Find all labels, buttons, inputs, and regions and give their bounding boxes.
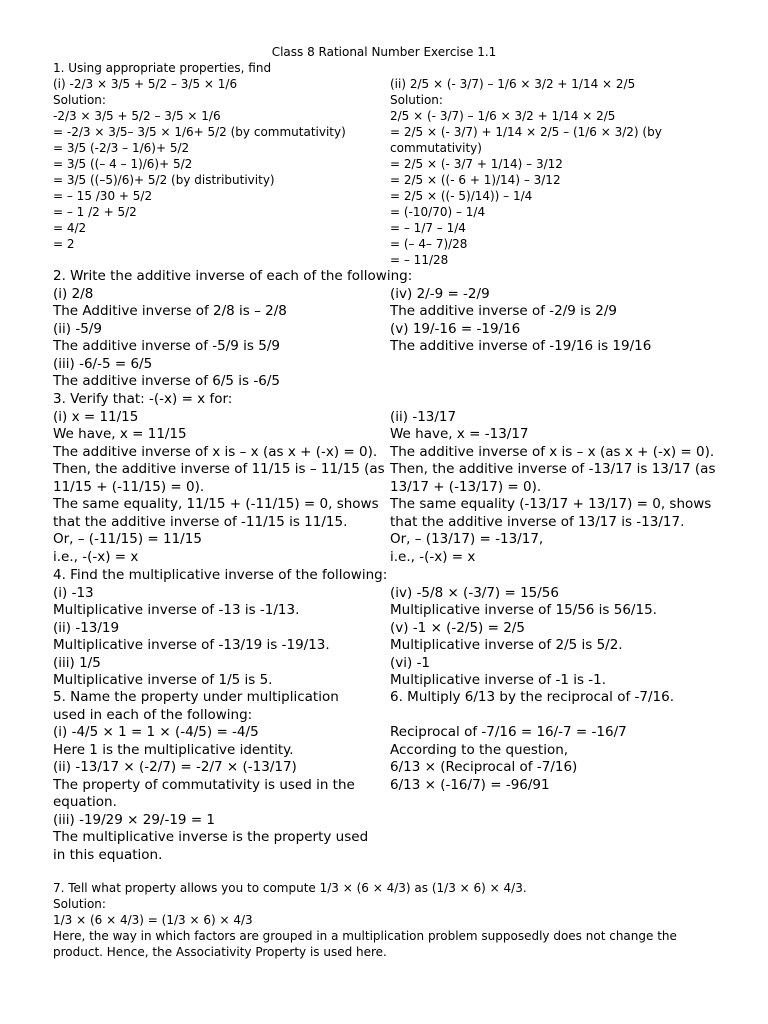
q4-left-line: Multiplicative inverse of -13/19 is -19/13. (53, 637, 330, 653)
q1-right-line: commutativity) (390, 141, 482, 155)
q4-left-line: Multiplicative inverse of -13 is -1/13. (53, 602, 300, 618)
q4-left-column (53, 585, 330, 690)
q3-left-line: The same equality, 11/15 + (-11/15) = 0, shows (53, 496, 379, 512)
q5-line: The multiplicative inverse is the property used (53, 829, 369, 845)
q5-line: in this equation. (53, 846, 163, 863)
q1-right-line: = (-10/70) – 1/4 (390, 205, 486, 219)
q6-line: 6/13 × (-16/7) = -96/91 (390, 776, 550, 793)
q5-line: (ii) -13/17 × (-2/7) = -2/7 × (-13/17) (53, 759, 297, 775)
q1-right-line: = 2/5 × (- 3/7) + 1/14 × 2/5 – (1/6 × 3/2) (by (390, 125, 662, 139)
q3-right-line: The additive inverse of x is – x (as x + (-x) = 0). (390, 443, 715, 460)
q4-right-line: Multiplicative inverse of 15/56 is 56/15. (390, 602, 657, 618)
q4-right-column (390, 585, 657, 690)
q2-left-column (53, 286, 287, 391)
q1-right-line: = 2/5 × (- 3/7 + 1/14) – 3/12 (390, 157, 563, 171)
q2-left-line: The additive inverse of -5/9 is 5/9 (53, 338, 280, 354)
page-title: Class 8 Rational Number Exercise 1.1 (271, 45, 497, 59)
q1-heading: 1. Using appropriate properties, find (53, 61, 272, 75)
q6-column (390, 689, 674, 794)
q1-right-line: = 2/5 × ((- 6 + 1)/14) – 3/12 (390, 173, 561, 187)
q1-left-line: = 4/2 (53, 221, 87, 235)
q1-right-column (390, 76, 662, 268)
q6-line: According to the question, (390, 741, 569, 758)
q3-right-line: 13/17 + (-13/17) = 0). (390, 478, 542, 495)
q2-right-column (390, 286, 651, 356)
q1-left-line: = – 15 /30 + 5/2 (53, 189, 153, 203)
q3-right-line: (ii) -13/17 (390, 408, 457, 425)
q3-right-line: that the additive inverse of 13/17 is -13/17. (390, 513, 685, 530)
q5-line: equation. (53, 794, 117, 810)
q3-left-line: Or, – (-11/15) = 11/15 (53, 531, 202, 547)
q4-right-line: Multiplicative inverse of -1 is -1. (390, 672, 607, 688)
q1-left-line: Solution: (53, 93, 106, 107)
question-7 (53, 880, 723, 960)
q5-column (53, 689, 368, 864)
q4-left-line: (ii) -13/19 (53, 619, 120, 636)
q2-right-line: (v) 19/-16 = -19/16 (390, 320, 521, 337)
q3-right-line: i.e., -(-x) = x (390, 548, 476, 565)
q4-left-line: (i) -13 (53, 584, 94, 601)
q3-right-line: We have, x = -13/17 (390, 426, 529, 442)
q4-heading: 4. Find the multiplicative inverse of the following: (53, 567, 388, 583)
q3-heading: 3. Verify that: -(-x) = x for: (53, 391, 233, 407)
q2-left-line: (i) 2/8 (53, 285, 94, 302)
q4-left-line: (iii) 1/5 (53, 654, 101, 671)
q1-left-line: = 2 (53, 237, 75, 251)
q5-line: Here 1 is the multiplicative identity. (53, 741, 294, 758)
q5-line: (iii) -19/29 × 29/-19 = 1 (53, 811, 216, 828)
q1-left-line: = 3/5 (-2/3 – 1/6)+ 5/2 (53, 141, 190, 155)
q2-left-line: (iii) -6/-5 = 6/5 (53, 355, 153, 372)
q1-right-line: = (– 4– 7)/28 (390, 237, 468, 251)
q7-line: Solution: (53, 897, 106, 911)
q4-right-line: (vi) -1 (390, 654, 431, 671)
q4-right-line: (iv) -5/8 × (-3/7) = 15/56 (390, 584, 559, 601)
q7-line: product. Hence, the Associativity Property is used here. (53, 945, 387, 959)
q5-line: The property of commutativity is used in the (53, 776, 355, 793)
q1-right-line: = – 11/28 (390, 253, 449, 267)
q3-left-line: We have, x = 11/15 (53, 426, 187, 442)
q1-left-column (53, 76, 346, 252)
q3-left-line: that the additive inverse of -11/15 is 11/15. (53, 513, 348, 530)
q3-left-line: The additive inverse of x is – x (as x + (-x) = 0). (53, 443, 378, 460)
q1-left-line: = 3/5 ((–5)/6)+ 5/2 (by distributivity) (53, 173, 275, 187)
q3-left-line: 11/15 + (-11/15) = 0). (53, 478, 205, 495)
q7-line: 7. Tell what property allows you to compute 1/3 × (6 × 4/3) as (1/3 × 6) × 4/3. (53, 881, 527, 895)
q6-line: 6. Multiply 6/13 by the reciprocal of -7/16. (390, 689, 675, 705)
q3-right-column (390, 409, 715, 567)
q2-heading: 2. Write the additive inverse of each of the following: (53, 268, 413, 284)
q2-left-line: The Additive inverse of 2/8 is – 2/8 (53, 303, 287, 319)
q6-line: Reciprocal of -7/16 = 16/-7 = -16/7 (390, 724, 627, 740)
q7-line: Here, the way in which factors are grouped in a multiplication problem supposedly does not change the (53, 929, 677, 943)
q4-right-line: (v) -1 × (-2/5) = 2/5 (390, 619, 525, 636)
q1-right-line: (ii) 2/5 × (- 3/7) – 1/6 × 3/2 + 1/14 × 2/5 (390, 77, 636, 91)
q1-right-line: = 2/5 × ((- 5)/14)) – 1/4 (390, 189, 533, 203)
q3-right-line: The same equality (-13/17 + 13/17) = 0, shows (390, 496, 712, 512)
q6-spacer (390, 707, 674, 725)
q1-left-line: = – 1 /2 + 5/2 (53, 205, 137, 219)
q1-left-line: = -2/3 × 3/5– 3/5 × 1/6+ 5/2 (by commutativity) (53, 125, 346, 139)
q3-left-column (53, 409, 385, 567)
q1-right-line: 2/5 × (- 3/7) – 1/6 × 3/2 + 1/14 × 2/5 (390, 109, 616, 123)
q5-line: (i) -4/5 × 1 = 1 × (-4/5) = -4/5 (53, 724, 259, 740)
q3-left-line: (i) x = 11/15 (53, 408, 139, 425)
q2-left-line: (ii) -5/9 (53, 320, 102, 337)
q2-right-line: The additive inverse of -19/16 is 19/16 (390, 338, 652, 354)
q4-left-line: Multiplicative inverse of 1/5 is 5. (53, 672, 273, 688)
q5-line: used in each of the following: (53, 706, 253, 723)
q1-right-line: = – 1/7 – 1/4 (390, 221, 466, 235)
q5-line: 5. Name the property under multiplication (53, 689, 339, 705)
q1-left-line: (i) -2/3 × 3/5 + 5/2 – 3/5 × 1/6 (53, 77, 238, 91)
q1-right-line: Solution: (390, 93, 443, 107)
q3-right-line: Then, the additive inverse of -13/17 is 13/17 (as (390, 461, 716, 477)
q2-left-line: The additive inverse of 6/5 is -6/5 (53, 373, 280, 389)
q6-line: 6/13 × (Reciprocal of -7/16) (390, 759, 578, 775)
q2-right-line: (iv) 2/-9 = -2/9 (390, 285, 490, 302)
q1-left-line: = 3/5 ((– 4 – 1)/6)+ 5/2 (53, 157, 193, 171)
q3-left-line: i.e., -(-x) = x (53, 548, 139, 565)
q7-line: 1/3 × (6 × 4/3) = (1/3 × 6) × 4/3 (53, 913, 253, 927)
q2-right-line: The additive inverse of -2/9 is 2/9 (390, 303, 617, 319)
q1-left-line: -2/3 × 3/5 + 5/2 – 3/5 × 1/6 (53, 109, 221, 123)
q3-right-line: Or, – (13/17) = -13/17, (390, 531, 544, 547)
q3-left-line: Then, the additive inverse of 11/15 is – 11/15 (as (53, 461, 385, 477)
q4-right-line: Multiplicative inverse of 2/5 is 5/2. (390, 637, 623, 653)
